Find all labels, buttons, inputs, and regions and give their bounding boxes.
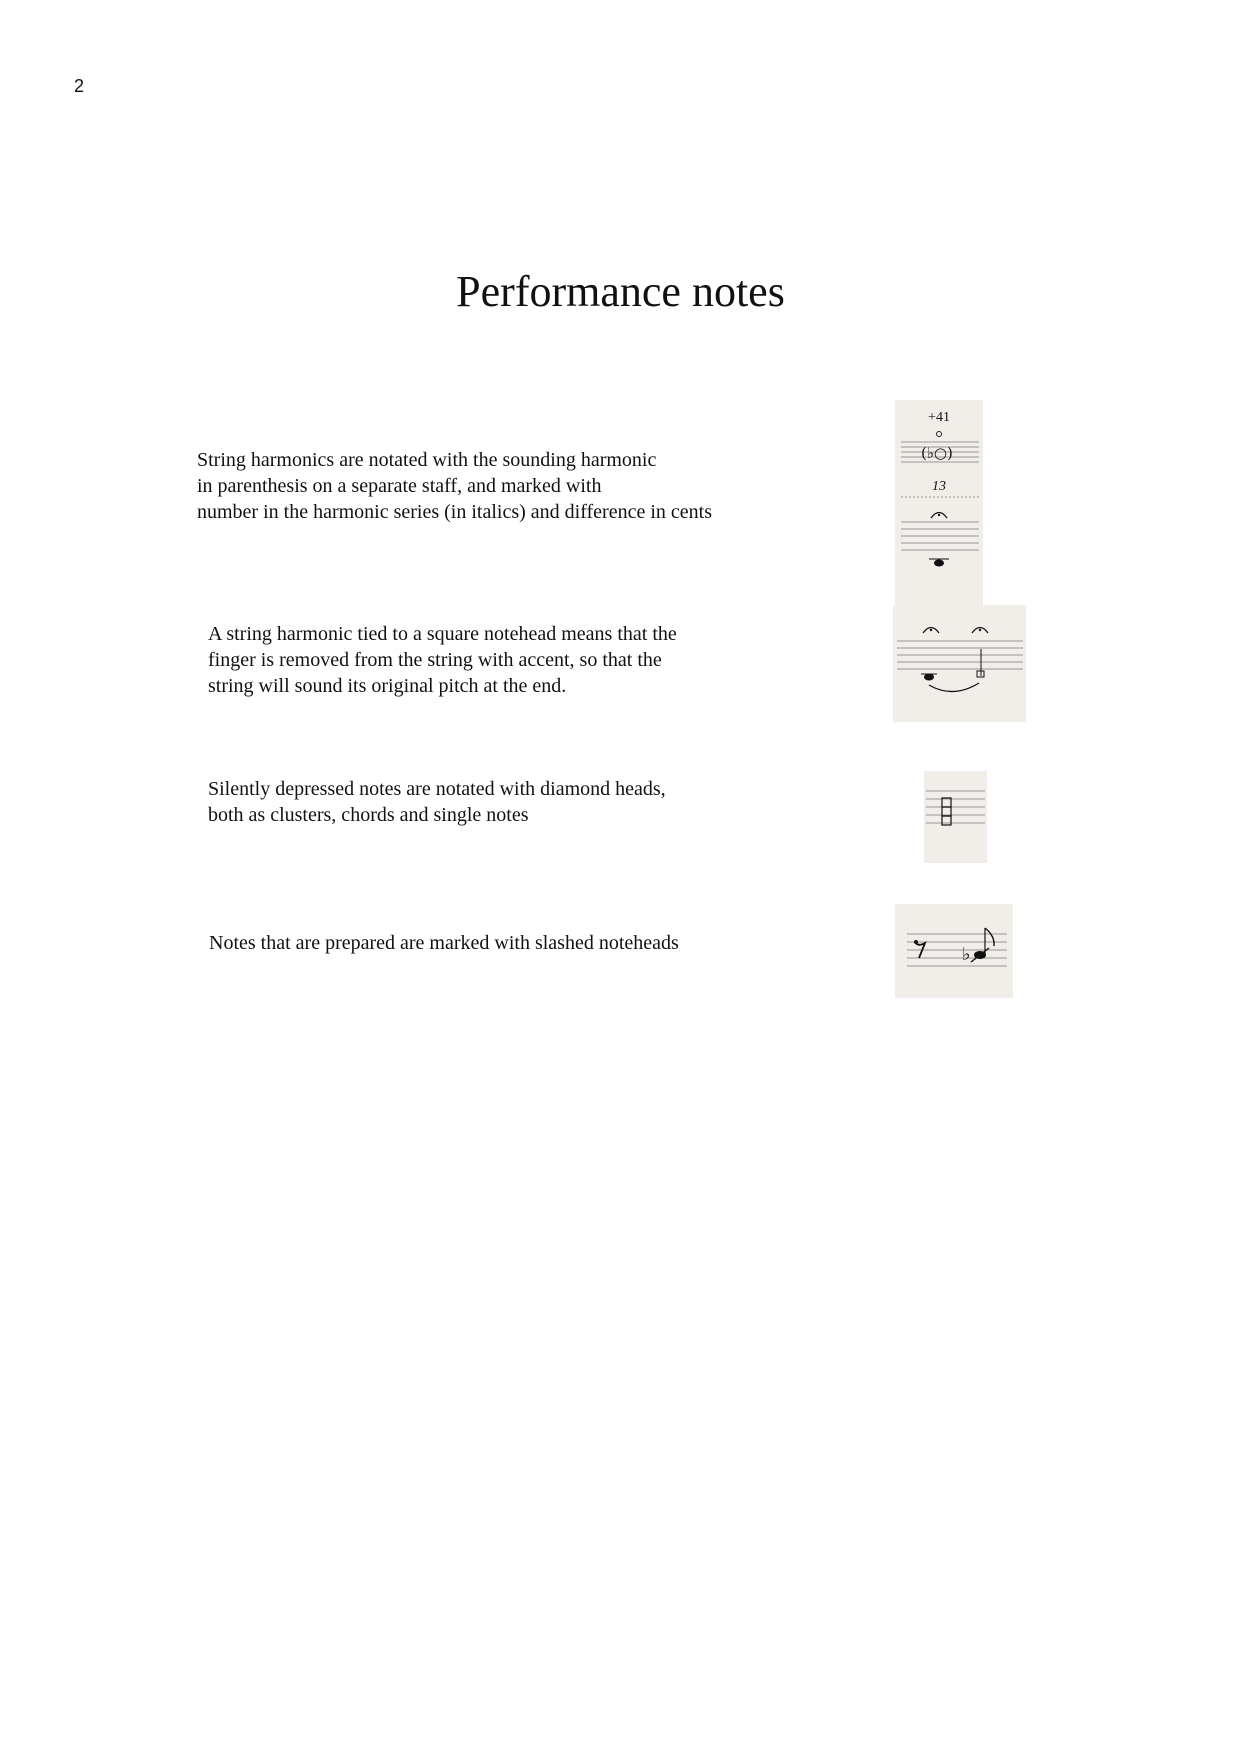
flag-icon: [985, 928, 994, 946]
notehead-icon: [924, 674, 934, 681]
flat-harmonic-notehead-icon: (♭○): [921, 444, 953, 462]
slashed-notehead-example: [895, 904, 1013, 998]
note-silently-depressed: [208, 776, 666, 828]
note-line: number in the harmonic series (in italics) and difference in cents: [197, 501, 712, 523]
diamond-notehead-cluster-icon: [942, 798, 951, 825]
note-prepared-notes: [209, 930, 679, 956]
note-line: string will sound its original pitch at the end.: [208, 675, 567, 697]
note-line: both as clusters, chords and single notes: [208, 804, 529, 826]
cents-label: +41: [928, 410, 950, 425]
note-line: String harmonics are notated with the sounding harmonic: [197, 449, 657, 471]
harmonic-notation-example: [895, 400, 983, 605]
harmonic-circle-icon: [937, 432, 942, 437]
flat-icon: ♭: [962, 944, 971, 965]
notehead-icon: [934, 560, 944, 567]
note-line: A string harmonic tied to a square notehead means that the: [208, 623, 677, 645]
note-tied-square-notehead: [208, 621, 677, 699]
tie-icon: [929, 683, 979, 692]
harmonic-number: 13: [932, 479, 946, 494]
page-title: Performance notes: [456, 267, 785, 316]
note-string-harmonics: [197, 447, 712, 525]
note-line: in parenthesis on a separate staff, and marked with: [197, 475, 602, 497]
note-line: Silently depressed notes are notated with diamond heads,: [208, 778, 666, 800]
note-line: Notes that are prepared are marked with slashed noteheads: [209, 932, 679, 954]
page-number: 2: [74, 76, 85, 96]
diamond-notehead-example: [924, 771, 987, 863]
note-line: finger is removed from the string with accent, so that the: [208, 649, 662, 671]
tied-square-notehead-example: [893, 605, 1026, 722]
